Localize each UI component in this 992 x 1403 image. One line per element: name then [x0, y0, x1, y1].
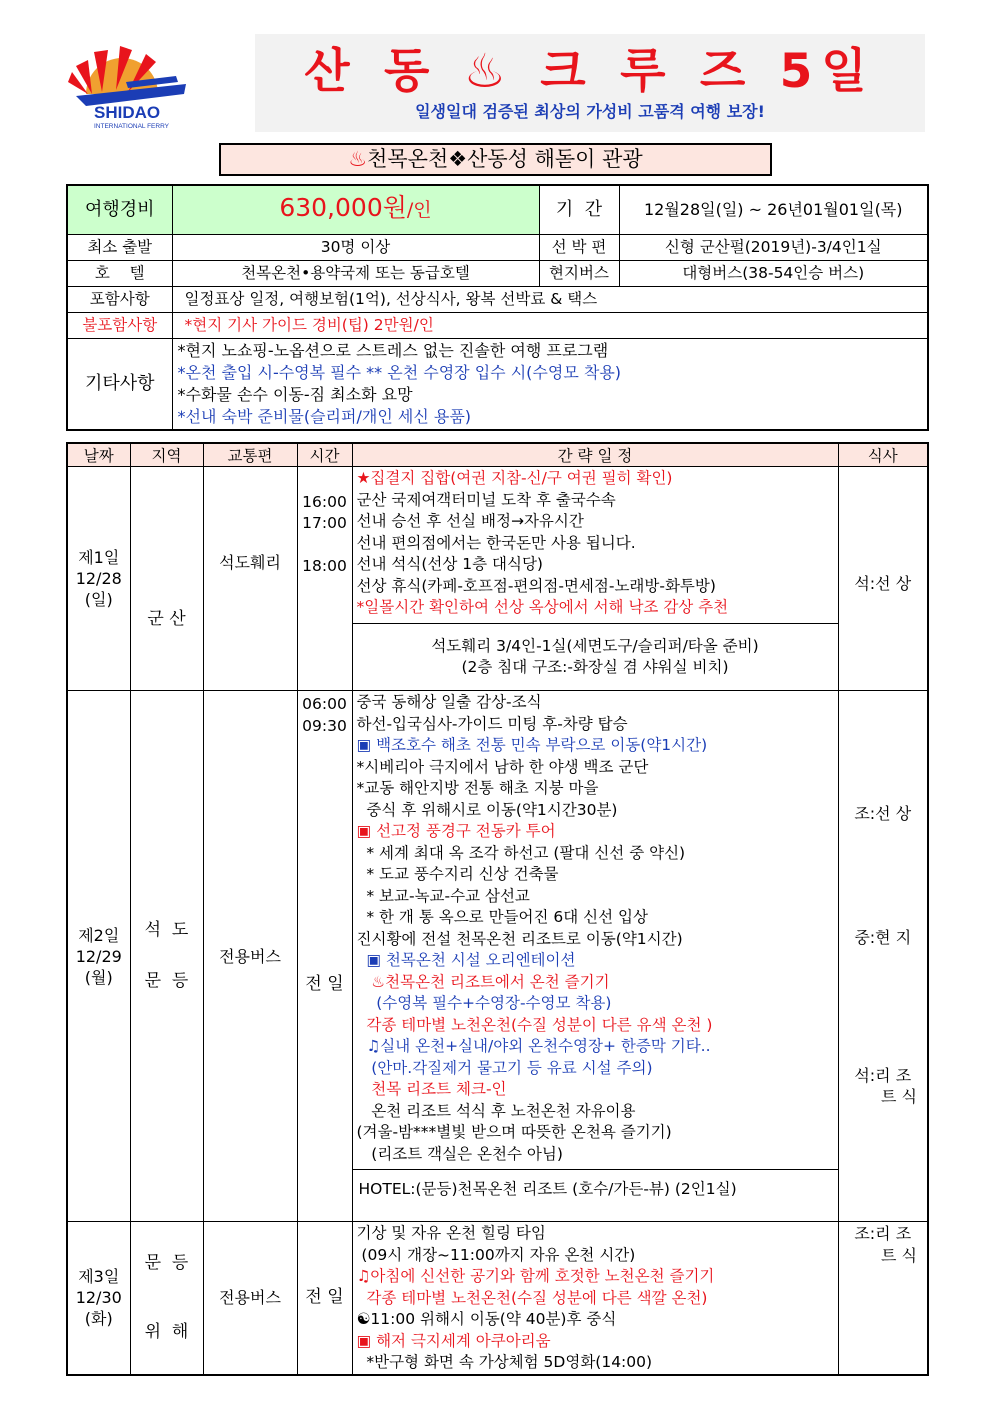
day2-date: 제2일 12/29 (월)	[67, 691, 130, 1222]
hot-spring-icon: ♨	[348, 147, 368, 171]
day2-region: 석 도 문 등	[130, 691, 203, 1222]
itinerary-line: 중식 후 위해시로 이동(약1시간30분)	[356, 800, 618, 819]
page-title: 산 동 ♨ 크 루 즈 5일	[304, 44, 876, 99]
itinerary-line: * 보교-녹교-수교 삼선교	[356, 886, 530, 905]
day1-cabin-info: 석도훼리 3/4인-1실(세면도구/슬리퍼/타올 준비) (2층 침대 구조:-화장실 겸 샤워실 비치)	[353, 623, 838, 689]
day1-transport: 석도훼리	[203, 467, 297, 691]
day2-times: 06:00 09:30 전 일	[297, 691, 352, 1222]
price-row	[67, 185, 928, 234]
logo-text: SHIDAO	[94, 103, 161, 122]
period-value: 12월28일(일) ~ 26년01월01일(목)	[619, 185, 928, 234]
itinerary-line: ▣ 해저 극지세계 아쿠아리움	[356, 1331, 551, 1350]
ship-label: 선 박 편	[539, 234, 619, 260]
etc-note: *온천 출입 시-수영복 필수 ** 온천 수영장 입수 시(수영모 착용)	[177, 362, 622, 382]
itinerary-line: 선상 휴식(카페-호프점-편의점-면세점-노래방-화투방)	[356, 576, 716, 595]
hotel-value: 천목온천•용약국제 또는 동급호텔	[172, 260, 539, 286]
itinerary-line: 하선-입국심사-가이드 미팅 후-차량 탑승	[356, 714, 628, 733]
itinerary-line: (09시 개장~11:00까지 자유 온천 시간)	[356, 1245, 636, 1264]
day3-meals	[838, 1222, 928, 1375]
itinerary-line: ▣ 백조호수 해초 전통 민속 부락으로 이동(약1시간)	[356, 736, 708, 754]
day3-region: 문 등 위 해	[130, 1222, 203, 1375]
day3-time: 전 일	[297, 1222, 352, 1375]
meal-lunch: 중:현 지	[854, 928, 912, 947]
meal-breakfast-cont: 트 식	[881, 1245, 917, 1265]
day1-date: 제1일 12/28 (일)	[67, 467, 130, 691]
itinerary-table	[66, 442, 929, 1376]
day1-region: 군 산	[130, 467, 203, 691]
itinerary-line: *반구형 화면 속 가상체험 5D영화(14:00)	[356, 1353, 653, 1371]
price-cell	[172, 185, 539, 234]
itinerary-line: 선내 석식(선상 1층 대식당)	[356, 555, 543, 573]
day2-hotel-info: HOTEL:(문등)천목온천 리조트 (호수/가든-뷰) (2인1실)	[353, 1169, 838, 1207]
bus-value: 대형버스(38-54인승 버스)	[619, 260, 928, 286]
day3-row	[67, 1222, 928, 1375]
itinerary-line: ♫아침에 신선한 공기와 함께 호젓한 노천온천 즐기기	[356, 1267, 715, 1285]
itinerary-header-row	[67, 443, 928, 467]
price-label: 여행경비	[67, 185, 172, 234]
itinerary-line: 군산 국제여객터미널 도착 후 출국수속	[356, 490, 616, 509]
header-meal: 식사	[838, 443, 928, 467]
itinerary-line: 기상 및 자유 온천 힐링 타임	[356, 1224, 546, 1242]
included-row	[67, 286, 928, 312]
etc-note: *수화물 손수 이동-짐 최소화 요망	[177, 384, 413, 404]
itinerary-line: 중국 동해상 일출 감상-조식	[356, 693, 542, 711]
price-value: 630,000원	[279, 193, 407, 223]
meal-breakfast: 조:선 상	[854, 804, 912, 823]
itinerary-line: *시베리아 극지에서 남하 한 야생 백조 군단	[356, 757, 649, 776]
day1-row	[67, 467, 928, 691]
etc-label: 기타사항	[67, 338, 172, 430]
ship-value: 신형 군산펄(2019년)-3/4인1실	[619, 234, 928, 260]
itinerary-line: ☯11:00 위해시 이동(약 40분)후 중식	[356, 1310, 617, 1328]
theme-banner	[219, 143, 772, 176]
page-subtitle: 일생일대 검증된 최상의 가성비 고품격 여행 보장!	[415, 102, 765, 121]
header-region: 지역	[130, 443, 203, 467]
day2-itinerary	[352, 691, 838, 1222]
etc-row	[67, 338, 928, 430]
min-row	[67, 234, 928, 260]
itinerary-line: 선내 승선 후 선실 배정→자유시간	[356, 512, 584, 530]
header-date: 날짜	[67, 443, 130, 467]
day3-transport: 전용버스	[203, 1222, 297, 1375]
day1-itinerary	[352, 467, 838, 691]
day2-row	[67, 691, 928, 1222]
hotel-label: 호 텔	[67, 260, 172, 286]
period-label: 기 간	[539, 185, 619, 234]
itinerary-line: (안마.각질제거 물고기 등 유료 시설 주의)	[356, 1058, 653, 1077]
itinerary-line: 천목 리조트 체크-인	[356, 1080, 507, 1098]
day1-meal: 석:선 상	[838, 467, 928, 691]
itinerary-line: ▣ 선고정 풍경구 전동카 투어	[356, 822, 556, 840]
day2-meals	[838, 691, 928, 1222]
header-transport: 교통편	[203, 443, 297, 467]
day3-itinerary	[352, 1222, 838, 1375]
etc-note: *현지 노쇼핑-노옵션으로 스트레스 없는 진솔한 여행 프로그램	[177, 340, 609, 360]
itinerary-line: *일몰시간 확인하여 선상 옥상에서 서해 낙조 감상 추천	[356, 598, 729, 616]
meal-dinner-cont: 트 식	[881, 1087, 917, 1106]
bus-label: 현지버스	[539, 260, 619, 286]
min-label: 최소 출발	[67, 234, 172, 260]
min-value: 30명 이상	[172, 234, 539, 260]
tour-info-table	[66, 184, 929, 431]
itinerary-line: * 세계 최대 옥 조각 하선고 (팔대 신선 중 약신)	[356, 843, 686, 862]
itinerary-line: 진시황에 전설 천목온천 리조트로 이동(약1시간)	[356, 929, 683, 948]
itinerary-line: * 도교 풍수지리 신상 건축물	[356, 865, 559, 883]
sun-rays-icon	[68, 46, 158, 94]
etc-notes	[172, 338, 928, 430]
theme-text: 천목온천❖산동성 해돋이 관광	[367, 147, 643, 171]
etc-note: *선내 숙박 준비물(슬리퍼/개인 세신 용품)	[177, 406, 472, 426]
company-logo	[66, 44, 216, 130]
itinerary-line: ▣ 천목온천 시설 오리엔테이션	[356, 951, 576, 969]
price-unit: /인	[406, 199, 432, 222]
excluded-row	[67, 312, 928, 338]
itinerary-line: (리조트 객실은 온천수 아님)	[356, 1144, 563, 1163]
logo-subtext: INTERNATIONAL FERRY	[94, 123, 170, 130]
day1-times: 16:00 17:00 18:00	[297, 467, 352, 691]
itinerary-line: (수영복 필수+수영장-수영모 착용)	[356, 994, 612, 1012]
excluded-label: 불포함사항	[67, 312, 172, 338]
itinerary-line: 온천 리조트 석식 후 노천온천 자유이용	[356, 1101, 636, 1120]
day3-date: 제3일 12/30 (화)	[67, 1222, 130, 1375]
itinerary-line: * 한 개 통 옥으로 만들어진 6대 신선 입상	[356, 908, 648, 926]
hotel-row	[67, 260, 928, 286]
header-itinerary: 간 략 일 정	[352, 443, 838, 467]
meal-breakfast: 조:리 조	[854, 1224, 912, 1243]
itinerary-line: 선내 편의점에서는 한국돈만 사용 됩니다.	[356, 533, 636, 552]
meal-dinner: 석:리 조	[854, 1066, 912, 1085]
itinerary-line: ♨천목온천 리조트에서 온천 즐기기	[356, 972, 610, 991]
header-time: 시간	[297, 443, 352, 467]
included-label: 포함사항	[67, 286, 172, 312]
itinerary-line: (겨울-밤***별빛 받으며 따뜻한 온천욕 즐기기)	[356, 1123, 672, 1141]
itinerary-line: ★집결지 집합(여권 지참-신/구 여권 필히 확인)	[356, 469, 673, 487]
itinerary-line: 각종 테마별 노천온천(수질 성분에 다른 색깔 온천)	[356, 1288, 708, 1307]
day2-transport: 전용버스	[203, 691, 297, 1222]
excluded-value: *현지 기사 가이드 경비(팁) 2만원/인	[172, 312, 928, 338]
itinerary-line: ♫실내 온천+실내/야외 온천수영장+ 한증막 기타..	[356, 1037, 711, 1055]
itinerary-line: 각종 테마별 노천온천(수질 성분이 다른 유색 온천 )	[356, 1015, 713, 1034]
itinerary-line: *교동 해안지방 전통 해초 지붕 마을	[356, 779, 599, 797]
included-value: 일정표상 일정, 여행보험(1억), 선상식사, 왕복 선박료 & 택스	[172, 286, 928, 312]
